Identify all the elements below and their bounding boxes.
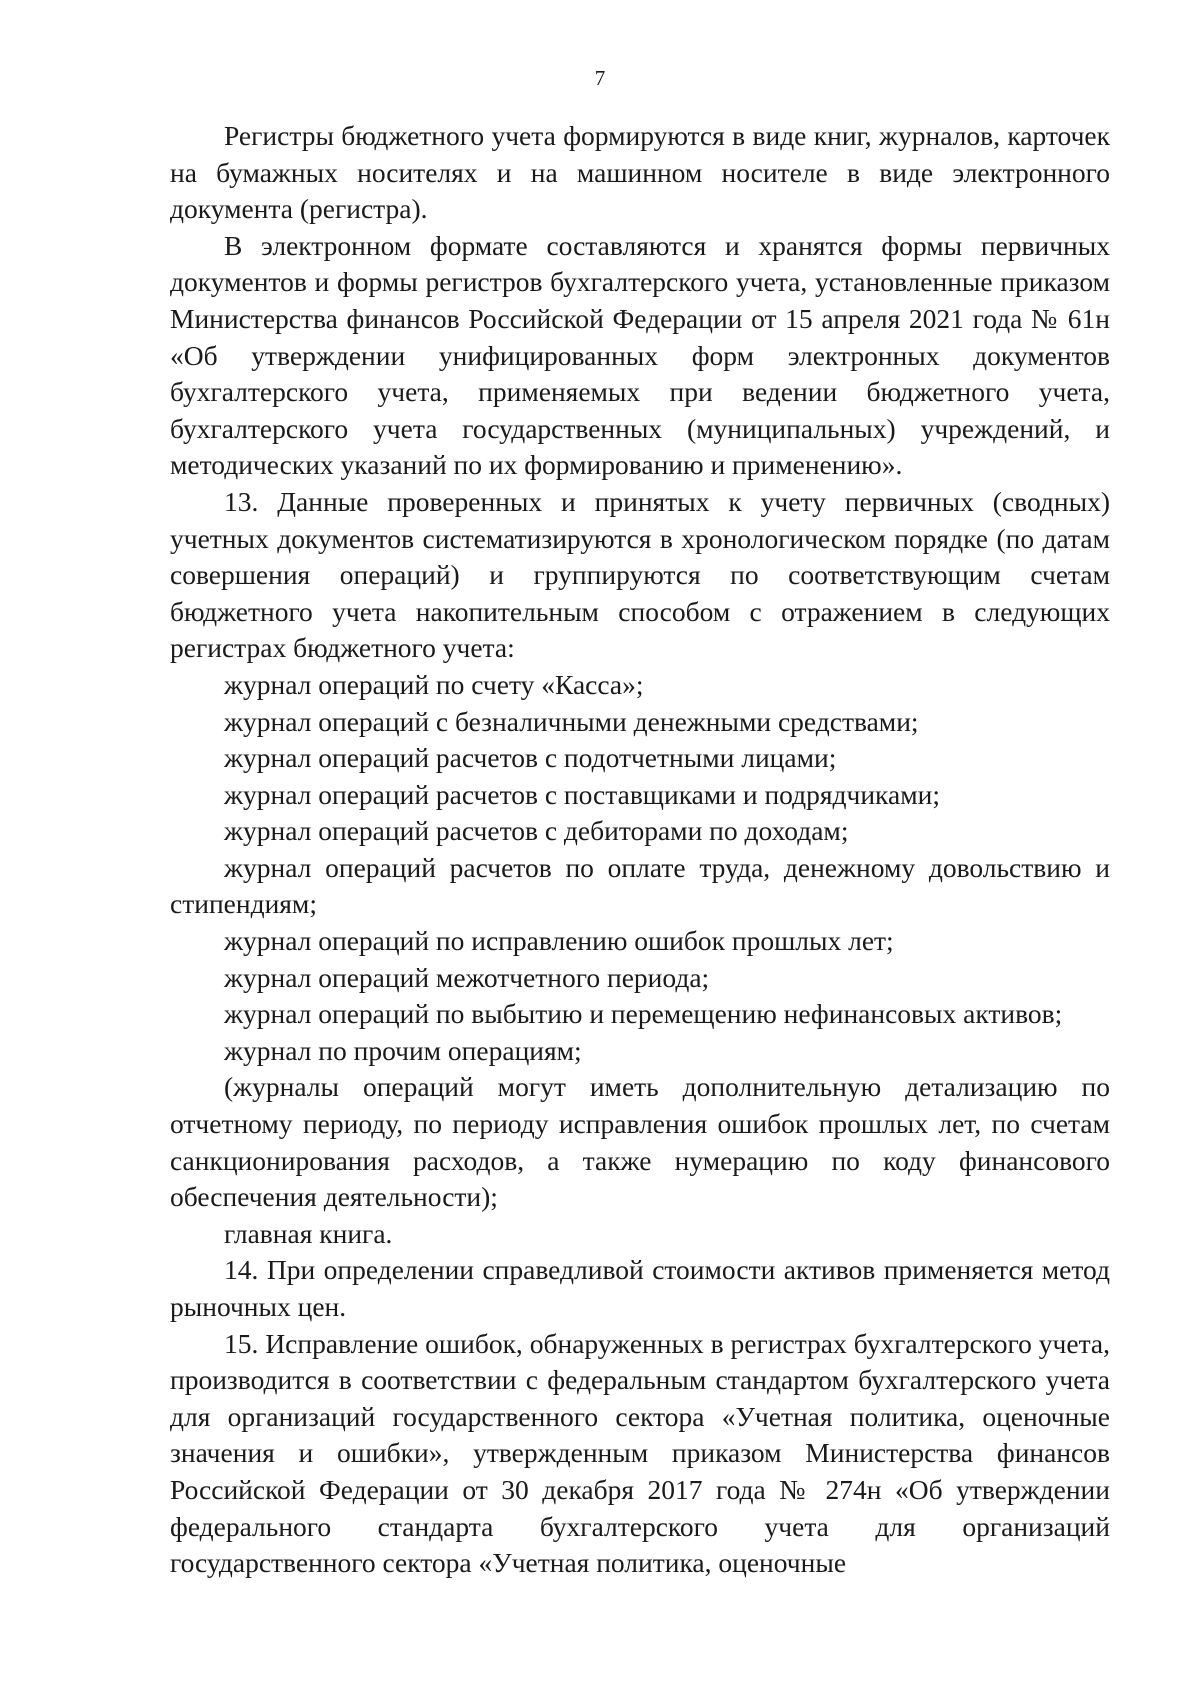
document-body [170, 118, 1110, 1582]
list-item-general-ledger: главная книга. [224, 1217, 393, 1249]
paragraph-journals-detail: (журналы операций могут иметь дополнительную детализацию по отчетному периоду, по периоду исправления ошибок прошлых лет, по счетам санкционирования расходов, а также нумерацию по коду финансового обеспечения деятельности); [170, 1071, 1110, 1213]
paragraph-registers-forms: Регистры бюджетного учета формируются в виде книг, журналов, карточек на бумажных носителях и на машинном носителе в виде электронного документа (регистра). [170, 120, 1110, 225]
list-item-journal-suppliers: журнал операций расчетов с поставщиками и подрядчиками; [224, 778, 940, 810]
list-item-journal-disposal: журнал операций по выбытию и перемещению нефинансовых активов; [224, 998, 1063, 1030]
page-number: 7 [594, 66, 606, 90]
paragraph-item-15: 15. Исправление ошибок, обнаруженных в регистрах бухгалтерского учета, производится в соответствии с федеральным стандартом бухгалтерского учета для организаций государственного сектора «Учетная политика, оценочные значения и ошибки», утвержденным приказом Министерства финансов Российской Федерации от 30 декабря 2017 года № 274н «Об утверждении федерального стандарта бухгалтерского учета для организаций государственного сектора «Учетная политика, оценочные [170, 1327, 1110, 1579]
list-item-journal-payroll: журнал операций расчетов по оплате труда, денежному довольствию и стипендиям; [170, 851, 1110, 920]
list-item-journal-cash: журнал операций по счету «Касса»; [224, 668, 644, 700]
list-item-journal-debtors: журнал операций расчетов с дебиторами по доходам; [224, 815, 849, 847]
paragraph-item-13: 13. Данные проверенных и принятых к учету первичных (сводных) учетных документов систематизируются в хронологическом порядке (по датам совершения операций) и группируются по соответствующим счетам бюджетного учета накопительным способом с отражением в следующих регистрах бюджетного учета: [170, 485, 1110, 664]
list-item-journal-errors: журнал операций по исправлению ошибок прошлых лет; [224, 925, 894, 957]
paragraph-electronic-format: В электронном формате составляются и хранятся формы первичных документов и формы регистров бухгалтерского учета, установленные приказом Министерства финансов Российской Федерации от 15 апреля 2021 года № 61н «Об утверждении унифицированных форм электронных документов бухгалтерского учета, применяемых при ведении бюджетного учета, бухгалтерского учета государственных (муниципальных) учреждений, и методических указаний по их формированию и применению». [170, 229, 1110, 481]
list-item-journal-other: журнал по прочим операциям; [224, 1034, 582, 1066]
list-item-journal-interim: журнал операций межотчетного периода; [224, 961, 710, 993]
list-item-journal-accountable: журнал операций расчетов с подотчетными лицами; [224, 742, 837, 774]
paragraph-item-14: 14. При определении справедливой стоимости активов применяется метод рыночных цен. [170, 1254, 1110, 1322]
list-item-journal-noncash: журнал операций с безналичными денежными средствами; [224, 705, 919, 737]
